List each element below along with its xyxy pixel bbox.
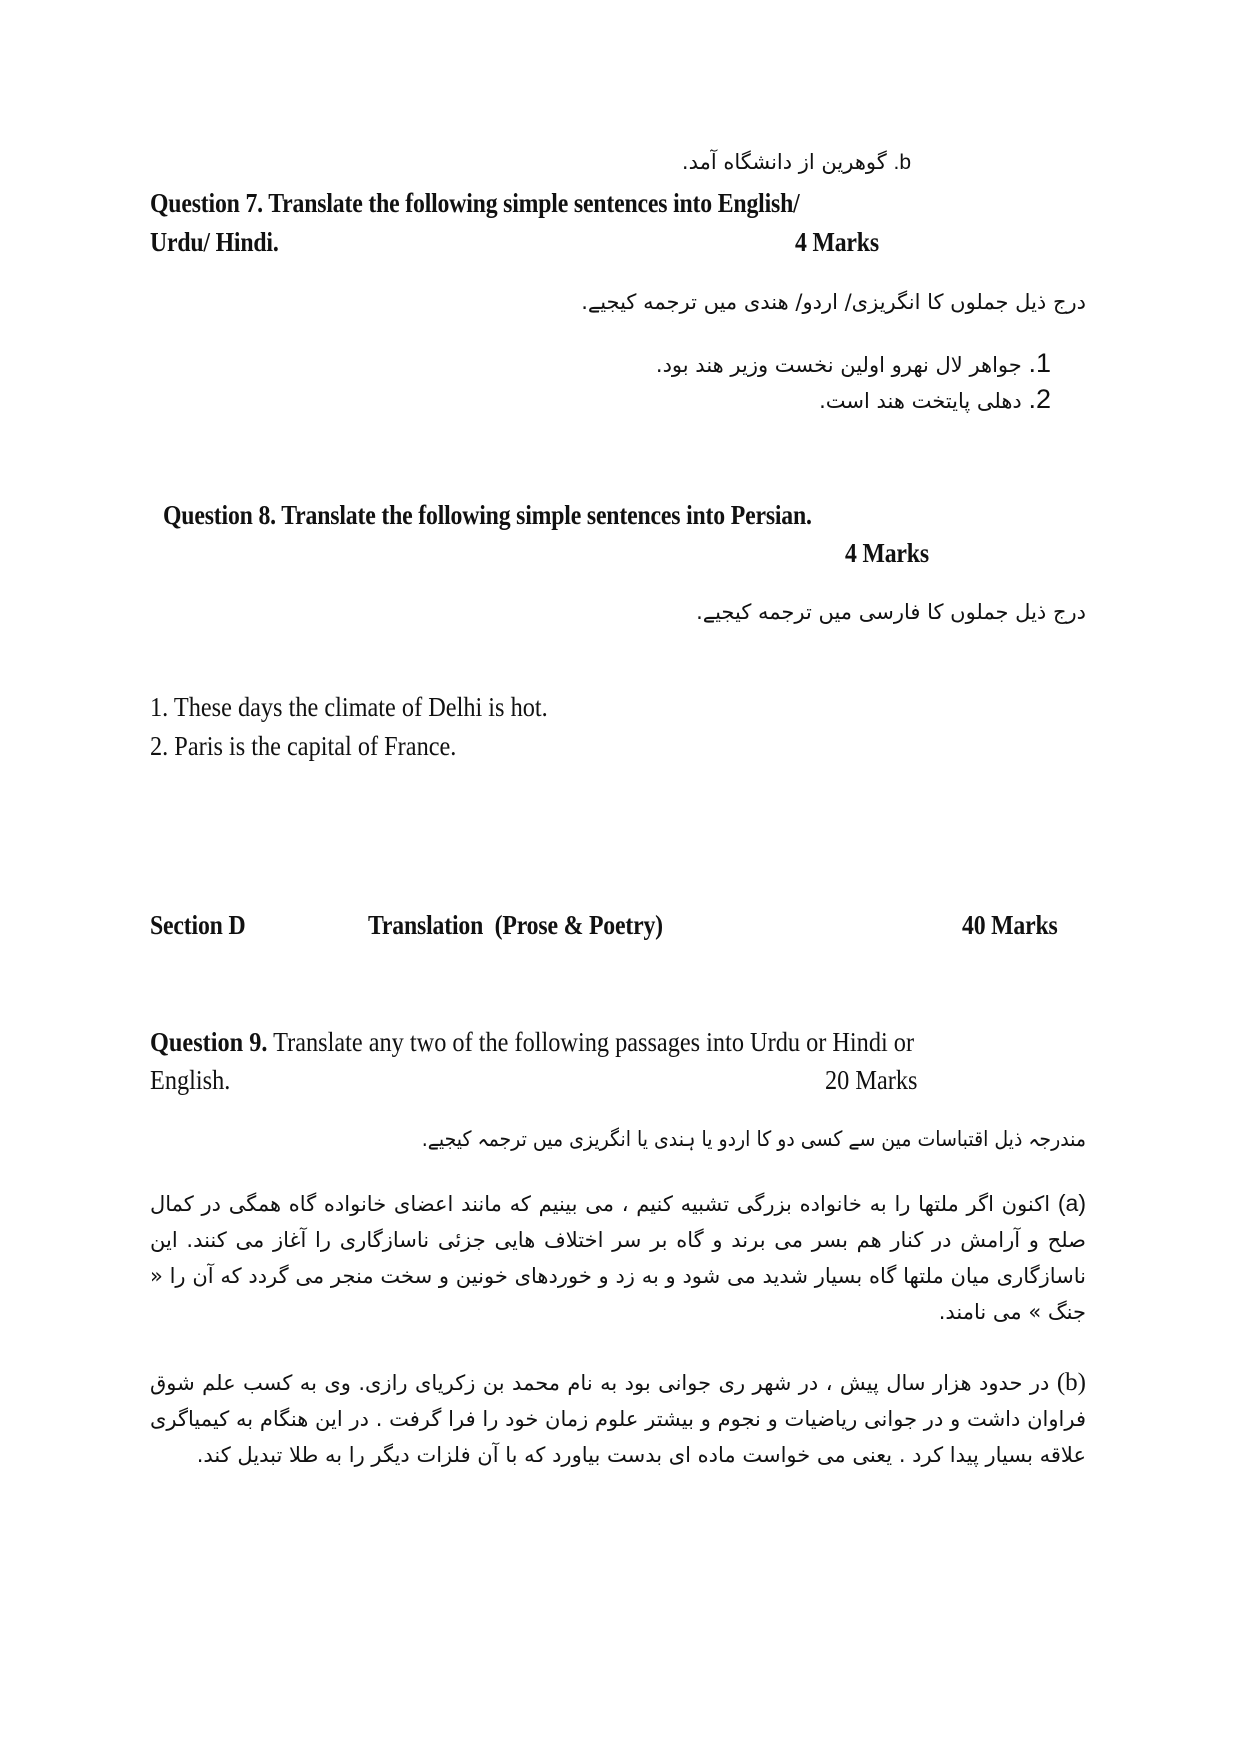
passage-a bbox=[150, 1185, 1086, 1330]
item-number: 1. bbox=[1028, 348, 1051, 378]
question-9-text-line2: English. bbox=[150, 1065, 231, 1095]
question-7-marks: 4 Marks bbox=[795, 227, 879, 257]
passage-b-label: (b) bbox=[1056, 1369, 1086, 1396]
question-9-label: Question 9. bbox=[150, 1027, 268, 1057]
passage-a-text: اکنون اگر ملتها را به خانواده بزرگی تشبیه کنیم ، می بینیم که مانند اعضای خانواده گاه همگی در کمال صلح و آرامش در کنار هم بسر می برند و گاه بر سر اختلاف هایی جزئی ناسازگاری را آغاز می کنند. این ناسازگاری میان ملتها گاه بسیار شدید می شود و به زد و خوردهای خونین و سخت منجر می گردد که آن را « جنگ » می نامند. bbox=[150, 1192, 1086, 1324]
passage-b bbox=[150, 1365, 1086, 1473]
item-text: جواهر لال نهرو اولین نخست وزیر هند بود. bbox=[655, 353, 1022, 377]
passage-a-label: (a) bbox=[1057, 1190, 1086, 1216]
question-9-instruction: مندرجہ ذیل اقتباسات مین سے کسی دو کا اردو یا ہندی یا انگریزی میں ترجمہ کیجیے. bbox=[421, 1127, 1086, 1151]
question-8-marks: 4 Marks bbox=[845, 538, 929, 568]
section-d-marks: 40 Marks bbox=[962, 910, 1058, 940]
question-7-instruction: درج ذیل جملوں کا انگریزی/ اردو/ هندی میں ترجمه کیجیے. bbox=[581, 290, 1086, 314]
section-d-label: Section D bbox=[150, 910, 246, 940]
question-8-instruction: درج ذیل جملوں کا فارسی میں ترجمه کیجیے. bbox=[696, 600, 1086, 624]
item-text: دهلی پایتخت هند است. bbox=[819, 389, 1022, 413]
question-9-text-line1: Translate any two of the following passages into Urdu or Hindi or bbox=[267, 1027, 915, 1057]
question-7-item-1 bbox=[656, 348, 1051, 379]
question-7-title-line2: Urdu/ Hindi. bbox=[150, 227, 279, 257]
question-9-line1 bbox=[150, 1027, 914, 1058]
item-number: 2. bbox=[1028, 384, 1051, 414]
question-8-title: Question 8. Translate the following simple sentences into Persian. bbox=[163, 500, 812, 530]
question-7-title-line1: Question 7. Translate the following simple sentences into English/ bbox=[150, 188, 800, 218]
previous-item-text: گوهرین از دانشگاه آمد. bbox=[681, 150, 887, 174]
section-d-title: Translation (Prose & Poetry) bbox=[368, 910, 663, 940]
previous-item-b bbox=[682, 150, 911, 175]
question-7-item-2 bbox=[819, 384, 1051, 415]
question-8-item-2: 2. Paris is the capital of France. bbox=[150, 731, 457, 761]
question-8-item-1: 1. These days the climate of Delhi is hot. bbox=[150, 692, 548, 722]
passage-b-text: در حدود هزار سال پیش ، در شهر ری جوانی بود به نام محمد بن زکریای رازی. وی به کسب علم شوق فراوان داشت و در جوانی ریاضیات و نجوم و بیشتر علوم زمان خود را فرا گرفت . در این هنگام به کیمیاگری علاقه بسیار پیدا کرد . یعنی می خواست ماده ای بدست بیاورد که با آن فلزات دیگر را به طلا تبدیل کند. bbox=[150, 1371, 1086, 1467]
question-9-marks: 20 Marks bbox=[825, 1065, 918, 1095]
previous-item-label: b. bbox=[893, 151, 911, 174]
